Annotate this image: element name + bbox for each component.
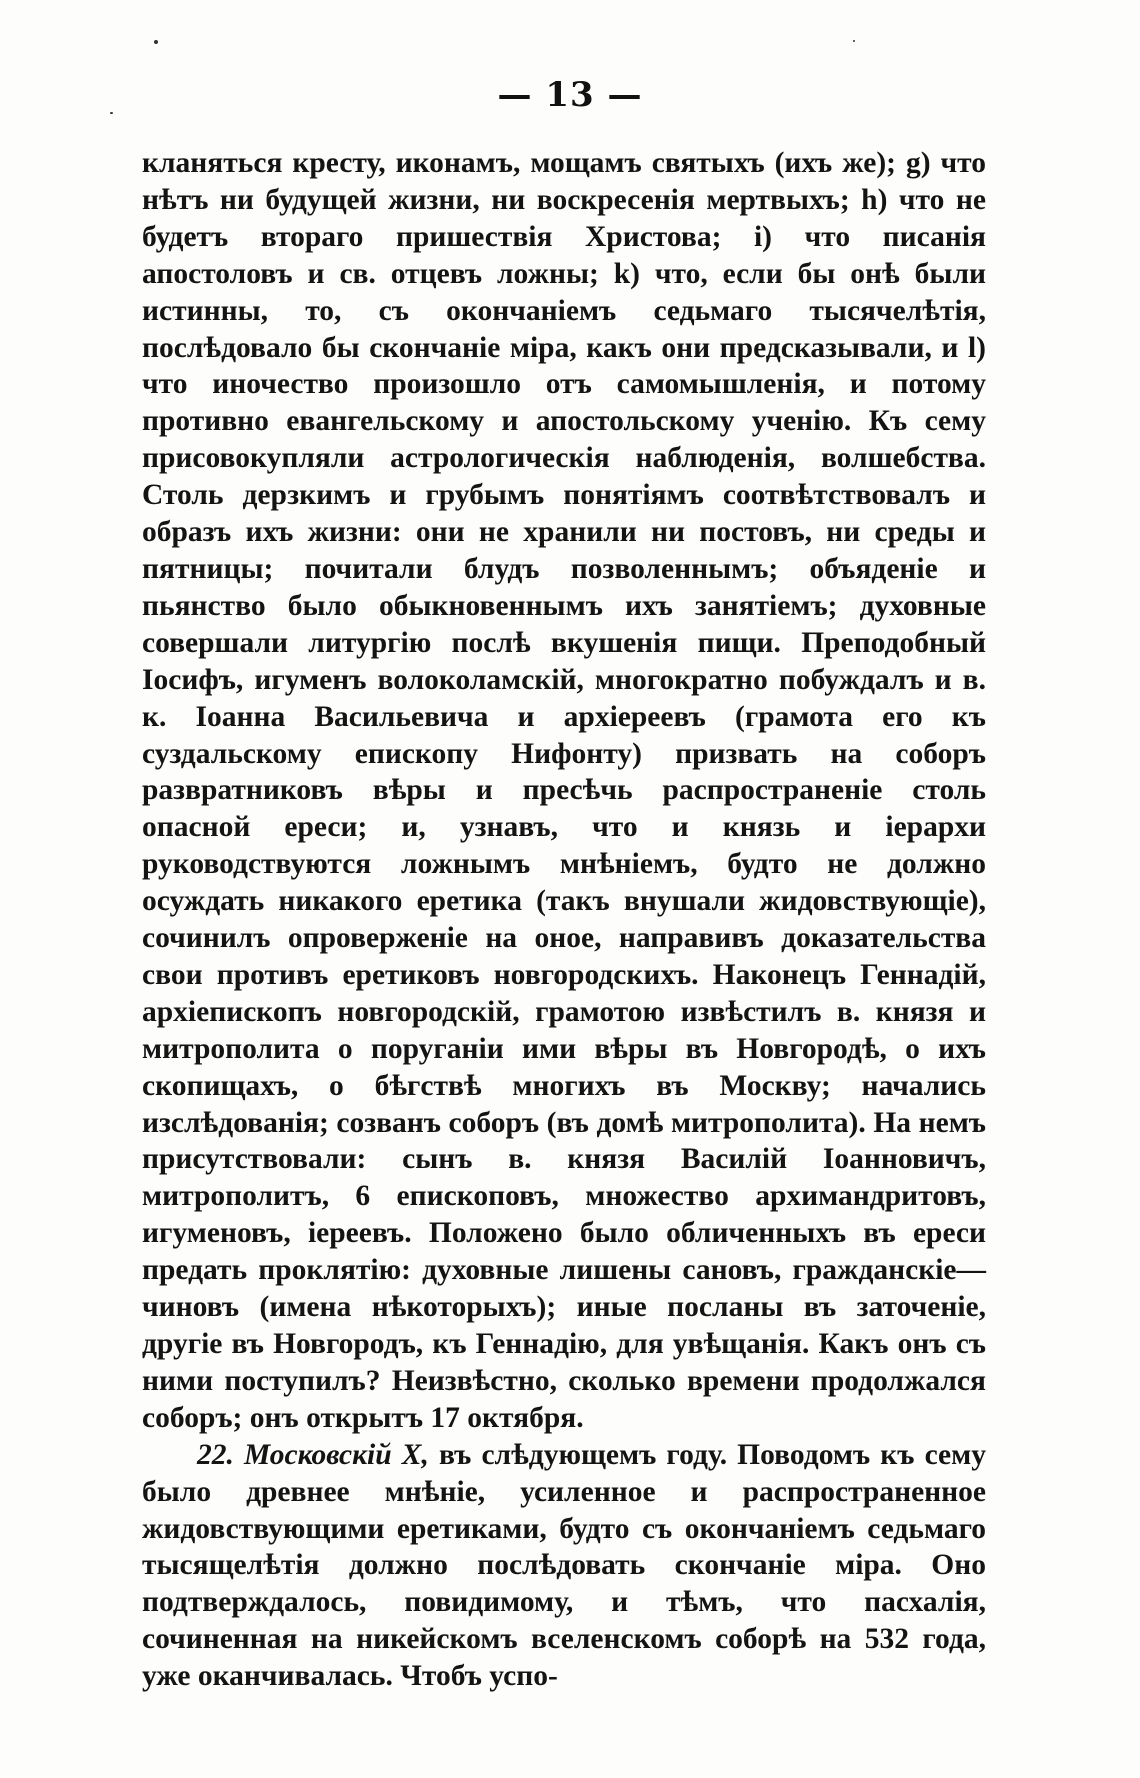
- paragraph-text: кланяться кресту, иконамъ, мощамъ святыхъ (ихъ же); g) что нѣтъ ни будущей жизни, ни воскресенія мертвыхъ; h) что не будетъ втораго пришествія Христова; i) что писанія апостоловъ и св. отцевъ ложны; k) что, если бы онѣ были истинны, то, съ окончаніемъ седьмаго тысячелѣтія, послѣдовало бы скончаніе міра, какъ они предсказывали, и l) что иночество произошло отъ самомышленія, и потому противно евангельскому и апостольскому ученію. Къ сему присовокупляли астрологическія наблюденія, волшебства. Столь дерзкимъ и грубымъ понятіямъ соотвѣтствовалъ и образъ ихъ жизни: они не хранили ни постовъ, ни среды и пятницы; почитали блудъ позволеннымъ; объяденіе и пьянство было обыкновеннымъ ихъ занятіемъ; духовные совершали литургію послѣ вкушенія пищи. Преподобный Іосифъ, игуменъ волоколамскій, многократно побуждалъ и в. к. Іоанна Васильевича и архіереевъ (грамота его къ суздальскому епископу Нифонту) призвать на соборъ развратниковъ вѣры и пресѣчь распространеніе столь опасной ереси; и, узнавъ, что и князь и іерархи руководствуются ложнымъ мнѣніемъ, будто не должно осуждать никакого еретика (такъ внушали жидовствующіе), сочинилъ опроверженіе на оное, направивъ доказательства свои противъ еретиковъ новгородскихъ. Наконецъ Геннадій, архіепископъ новгородскій, грамотою извѣстилъ в. князя и митрополита о поруганіи ими вѣры въ Новгородѣ, о ихъ скопищахъ, о бѣгствѣ многихъ въ Москву; начались изслѣдованія; созванъ соборъ (въ домѣ митрополита). На немъ присутствовали: сынъ в. князя Василій Іоанновичъ, митрополитъ, 6 епископовъ, множество архимандритовъ, игуменовъ, іереевъ. Положено было обличенныхъ въ ереси предать проклятію: духовные лишены сановъ, гражданскіе—чиновъ (имена нѣкоторыхъ); иные посланы въ заточеніе, другіе въ Новгородъ, къ Геннадію, для увѣщанія. Какъ онъ съ ними поступилъ? Неизвѣстно, сколько времени продолжался соборъ; онъ открытъ 17 октября.: [142, 147, 986, 1434]
- page-number: — 13 —: [497, 75, 643, 115]
- paragraph-text: въ слѣдующемъ году. Поводомъ къ сему было древнее мнѣніе, усиленное и распространенное жидовствующими еретиками, будто съ окончаніемъ седьмаго тысящелѣтія должно послѣдовать скончаніе міра. Оно подтверждалось, повидимому, и тѣмъ, что пасхалія, сочиненная на никейскомъ вселенскомъ соборѣ на 532 года, уже оканчивалась. Чтобъ успо-: [142, 1438, 986, 1693]
- scan-speck: [154, 40, 158, 44]
- paragraph-continued: [142, 145, 986, 1437]
- paragraph-section-22: [142, 1437, 986, 1695]
- section-heading: 22. Московскій X,: [197, 1438, 429, 1471]
- scan-speck: [853, 40, 855, 42]
- body-text: [142, 145, 986, 1695]
